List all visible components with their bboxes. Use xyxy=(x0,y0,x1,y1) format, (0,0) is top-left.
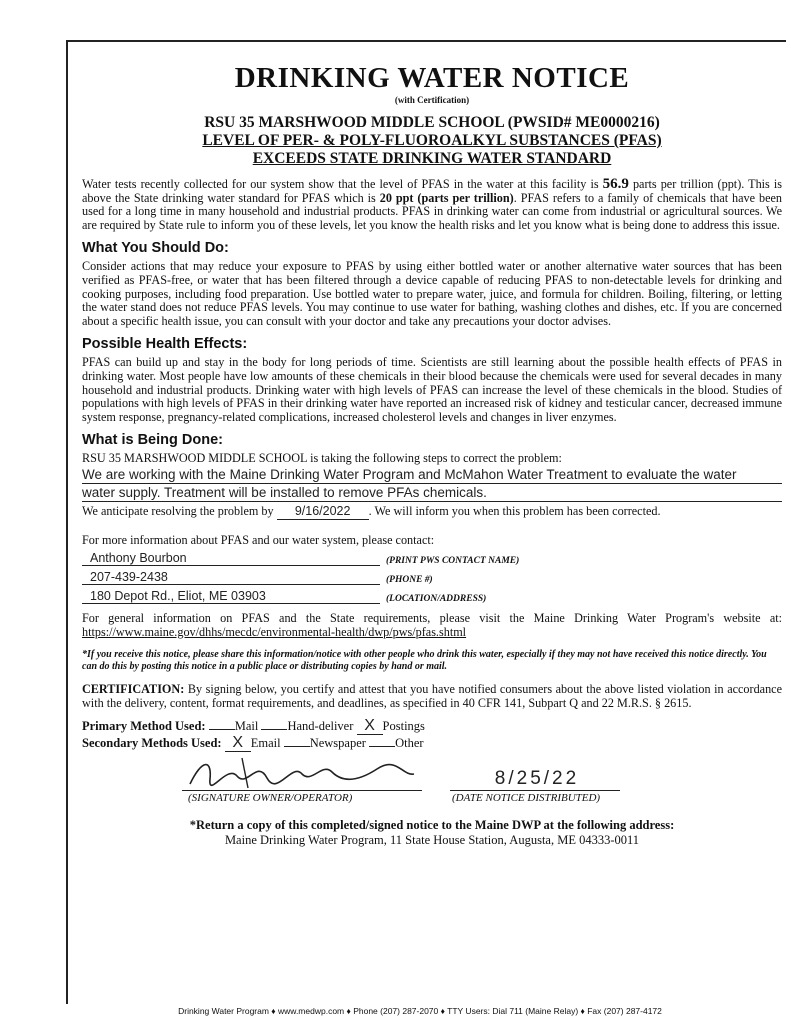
email-option: Email xyxy=(250,736,281,751)
school-line: RSU 35 MARSHWOOD MIDDLE SCHOOL (PWSID# ME0000216) xyxy=(204,114,660,131)
mail-option: Mail xyxy=(234,719,259,734)
notice-title: DRINKING WATER NOTICE xyxy=(234,62,630,94)
certification-label: CERTIFICATION: xyxy=(82,682,185,697)
certification-paragraph xyxy=(82,683,782,710)
contact-address: 180 Depot Rd., Eliot, ME 03903 xyxy=(82,589,380,604)
should-do-text: Consider actions that may reduce your exposure to PFAS by using either bottled water or another alternative water sources that has been verified as PFAS-free, or water that has been filtered through a device capable of reducing PFAS to non-detectable levels for drinking and cooking purposes, including food preparation. Use bottled water to prepare water, juice, and formula for children. Boiling, filtering, or letting the water stand does not reduce PFAS levels. You may continue to use water for bathing, washing clothes and dishes, etc. If you are concerned about a specific health issue, you can consult with your doctor and take any precautions your doctor advises. xyxy=(82,259,782,328)
contact-address-label: (LOCATION/ADDRESS) xyxy=(386,594,487,605)
hand-deliver-option: Hand-deliver xyxy=(287,719,354,734)
signature-label: (SIGNATURE OWNER/OPERATOR) xyxy=(188,792,353,805)
anticipate-line xyxy=(82,505,782,520)
pfas-line: LEVEL OF PER- & POLY-FLUOROALKYL SUBSTANCES (PFAS) xyxy=(202,132,662,149)
return-note: *Return a copy of this completed/signed notice to the Maine DWP at the following address: xyxy=(189,818,675,833)
notice-subtitle: (with Certification) xyxy=(394,95,470,105)
contact-intro: For more information about PFAS and our water system, please contact: xyxy=(82,532,435,547)
signature-graphic xyxy=(182,754,422,794)
contact-phone: 207-439-2438 xyxy=(82,570,380,585)
other-checkbox[interactable] xyxy=(369,746,395,747)
exceeds-line: EXCEEDS STATE DRINKING WATER STANDARD xyxy=(252,150,612,167)
return-address: Maine Drinking Water Program, 11 State House Station, Augusta, ME 04333-0011 xyxy=(224,833,640,848)
distribution-date: 8/25/22 xyxy=(494,768,580,790)
methods-block xyxy=(82,718,782,752)
newspaper-checkbox[interactable] xyxy=(284,746,310,747)
postings-checkbox[interactable]: X xyxy=(357,718,383,735)
primary-method-row xyxy=(82,718,782,735)
date-label: (DATE NOTICE DISTRIBUTED) xyxy=(452,792,601,805)
secondary-method-label: Secondary Methods Used: xyxy=(82,736,222,751)
other-option: Other xyxy=(395,736,424,751)
hand-deliver-checkbox[interactable] xyxy=(261,729,287,730)
primary-method-label: Primary Method Used: xyxy=(82,719,206,734)
general-info xyxy=(82,612,782,639)
health-effects-text: PFAS can build up and stay in the body for long periods of time. Scientists are still learning about the possible health effects of PFAS in drinking water. Most people have low amounts of these chemicals in their blood because the chemicals were used for several decades in many household and industrial products. Drinking water with high levels of PFAS can increase the level of these chemicals in the blood. Studies of populations with high levels of PFAS in their drinking water have reported an increased risk of kidney and testicular cancer, decreased immune system response, pregnancy-related complications, increased cholesterol levels and changes in liver enzymes. xyxy=(82,355,782,424)
intro-text-1: Water tests recently collected for our system show that the level of PFAS in the water at this facility is xyxy=(82,177,599,191)
email-checkbox[interactable]: X xyxy=(225,735,251,752)
contact-name: Anthony Bourbon xyxy=(82,551,380,566)
being-done-heading: What is Being Done: xyxy=(82,432,223,449)
share-note: *If you receive this notice, please share this information/notice with other people who drink this water, especially if they may not have received this notice directly. You can do this by posting this notice in a public place or distributing copies by hand or mail. xyxy=(82,649,767,673)
pfas-info-link[interactable]: https://www.maine.gov/dhhs/mecdc/environmental-health/dwp/pws/pfas.shtml xyxy=(82,624,467,639)
anticipate-text: We anticipate resolving the problem by xyxy=(82,503,274,518)
mail-checkbox[interactable] xyxy=(209,729,235,730)
footer-bar: Drinking Water Program ♦ www.medwp.com ♦ Phone (207) 287-2070 ♦ TTY Users: Dial 711 (Maine Relay) ♦ Fax (207) 287-4172 xyxy=(178,1006,662,1016)
newspaper-option: Newspaper xyxy=(309,736,366,751)
notice-document xyxy=(82,62,782,848)
pfas-standard-value: 20 ppt (parts per trillion) xyxy=(379,190,514,205)
contact-address-row xyxy=(82,586,782,604)
contact-name-label: (PRINT PWS CONTACT NAME) xyxy=(386,556,520,567)
being-done-intro: RSU 35 MARSHWOOD MIDDLE SCHOOL is taking the following steps to correct the problem: xyxy=(82,451,562,466)
general-info-text: For general information on PFAS and the State requirements, please visit the Maine Drinking Water Program's website at: xyxy=(82,611,782,626)
health-effects-heading: Possible Health Effects: xyxy=(82,336,248,353)
signature-area xyxy=(82,754,782,806)
pfas-level-value: 56.9 xyxy=(602,176,629,192)
resolve-date: 9/16/2022 xyxy=(277,505,369,520)
secondary-method-row xyxy=(82,735,782,752)
steps-line-1: We are working with the Maine Drinking Water Program and McMahon Water Treatment to evaluate the water xyxy=(82,466,782,484)
contact-name-row xyxy=(82,548,782,566)
anticipate-text-post: . We will inform you when this problem has been corrected. xyxy=(368,503,661,518)
contact-phone-row xyxy=(82,567,782,585)
should-do-heading: What You Should Do: xyxy=(82,240,229,257)
intro-paragraph xyxy=(82,178,782,232)
certification-text: By signing below, you certify and attest that you have notified consumers about the above listed violation in accordance with the delivery, content, format requirements, and deadlines, as specified in 40 CFR 141, Subpart Q and 22 M.R.S. § 2615. xyxy=(82,682,782,710)
contact-phone-label: (PHONE #) xyxy=(386,575,433,586)
postings-option: Postings xyxy=(382,719,425,734)
steps-line-2: water supply. Treatment will be installed to remove PFAs chemicals. xyxy=(82,484,782,502)
intro-text-3: . PFAS refers to a family of chemicals that have been used for a long time in many household and industrial products. PFAS in drinking water can come from industrial or agricultural sources. We are required by State rule to inform you of these levels, let you know the health risks and let you know what is being done to address this issue. xyxy=(82,190,782,232)
intro-text-2: parts per trillion (ppt). This is above the State drinking water standard for PFAS which is xyxy=(82,177,782,205)
